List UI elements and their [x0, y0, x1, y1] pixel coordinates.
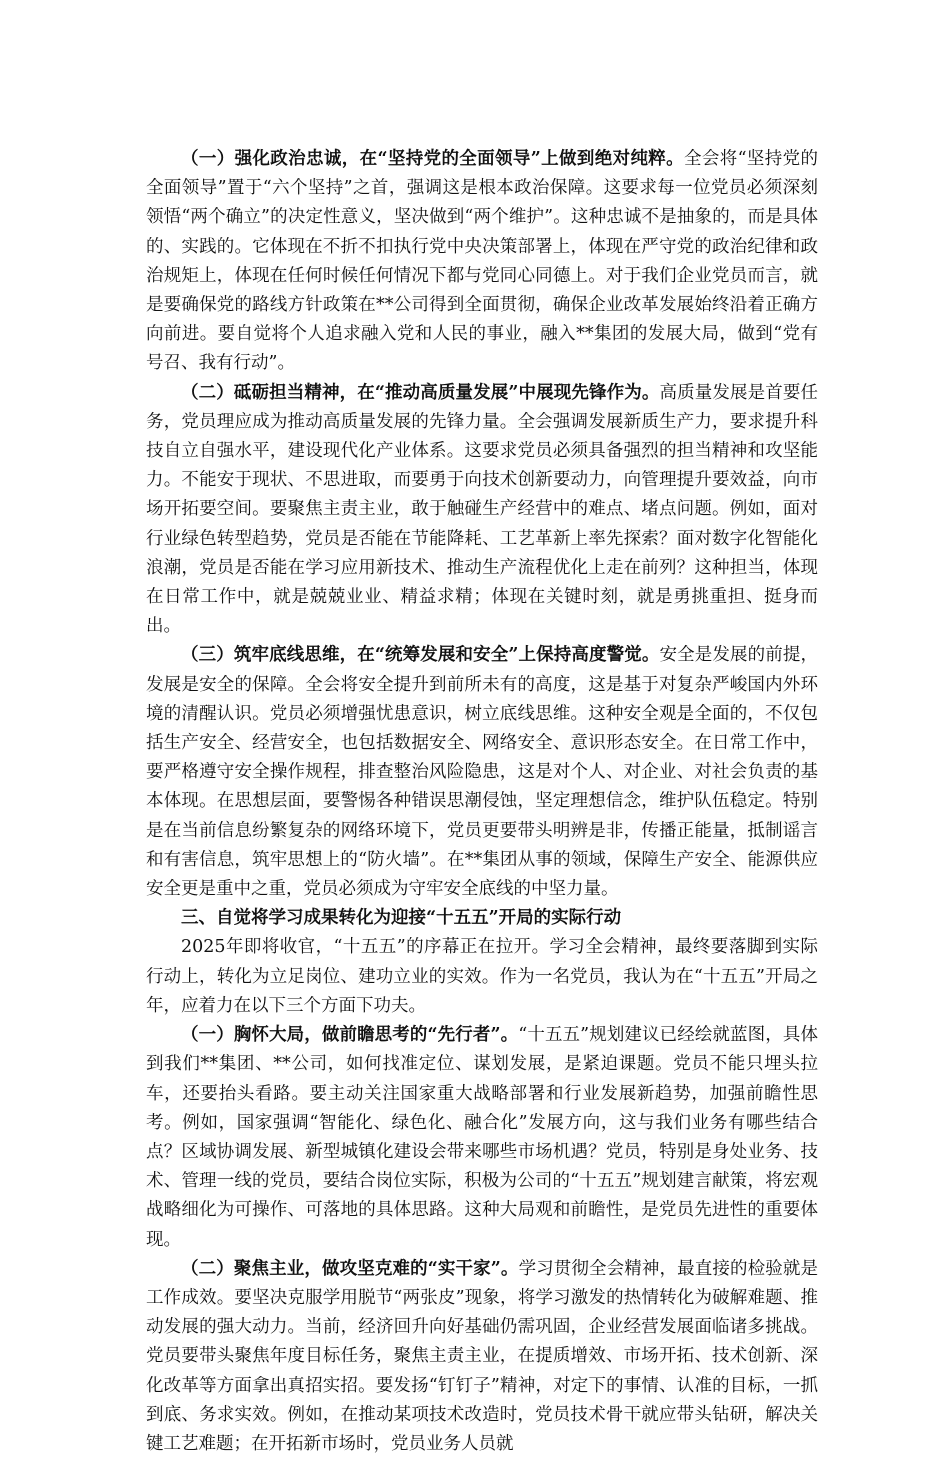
- paragraph-6: [146, 1255, 818, 1459]
- paragraph-2-lead: （二）砥砺担当精神，在“推动高质量发展”中展现先锋作为。: [181, 382, 660, 403]
- paragraph-6-lead: （二）聚焦主业，做攻坚克难的“实干家”。: [181, 1258, 519, 1279]
- section-heading-3: 三、自觉将学习成果转化为迎接“十五五”开局的实际行动: [181, 908, 622, 929]
- paragraph-2-body: 高质量发展是首要任务，党员理应成为推动高质量发展的先锋力量。全会强调发展新质生产力，要求提升科技自立自强水平，建设现代化产业体系。这要求党员必须具备强烈的担当精神和攻坚能力。不能安于现状、不思进取，而要勇于向技术创新要动力，向管理提升要效益，向市场开拓要空间。要聚焦主责主业，敢于触碰生产经营中的难点、堵点问题。例如，面对行业绿色转型趋势，党员是否能在节能降耗、工艺革新上率先探索？面对数字化智能化浪潮，党员是否能在学习应用新技术、推动生产流程优化上走在前列？这种担当，体现在日常工作中，就是兢兢业业、精益求精；体现在关键时刻，就是勇挑重担、挺身而出。: [146, 382, 818, 637]
- paragraph-3: [146, 641, 818, 904]
- paragraph-3-body: 安全是发展的前提，发展是安全的保障。全会将安全提升到前所未有的高度，这是基于对复杂严峻国内外环境的清醒认识。党员必须增强忧患意识，树立底线思维。这种安全观是全面的，不仅包括生产安全、经营安全，也包括数据安全、网络安全、意识形态安全。在日常工作中，要严格遵守安全操作规程，排查整治风险隐患，这是对个人、对企业、对社会负责的基本体现。在思想层面，要警惕各种错误思潮侵蚀，坚定理想信念，维护队伍稳定。特别是在当前信息纷繁复杂的网络环境下，党员更要带头明辨是非，传播正能量，抵制谣言和有害信息，筑牢思想上的“防火墙”。在**集团从事的领域，保障生产安全、能源供应安全更是重中之重，党员必须成为守牢安全底线的中坚力量。: [146, 645, 818, 900]
- paragraph-4: [146, 933, 818, 1021]
- paragraph-1: [146, 145, 818, 379]
- paragraph-5: [146, 1021, 818, 1255]
- paragraph-3-lead: （三）筑牢底线思维，在“统筹发展和安全”上保持高度警觉。: [181, 645, 660, 666]
- paragraph-2: [146, 379, 818, 642]
- paragraph-1-body: 全会将“坚持党的全面领导”置于“六个坚持”之首，强调这是根本政治保障。这要求每一位党员必须深刻领悟“两个确立”的决定性意义，坚决做到“两个维护”。这种忠诚不是抽象的，而是具体的、实践的。它体现在不折不扣执行党中央决策部署上，体现在严守党的政治纪律和政治规矩上，体现在任何时候任何情况下都与党同心同德上。对于我们企业党员而言，就是要确保党的路线方针政策在**公司得到全面贯彻，确保企业改革发展始终沿着正确方向前进。要自觉将个人追求融入党和人民的事业，融入**集团的发展大局，做到“党有号召、我有行动”。: [146, 149, 818, 374]
- paragraph-1-lead: （一）强化政治忠诚，在“坚持党的全面领导”上做到绝对纯粹。: [181, 149, 685, 169]
- paragraph-5-body: “十五五”规划建议已经绘就蓝图，具体到我们**集团、**公司，如何找准定位、谋划发展，是紧迫课题。党员不能只埋头拉车，还要抬头看路。要主动关注国家重大战略部署和行业发展新趋势，加强前瞻性思考。例如，国家强调“智能化、绿色化、融合化”发展方向，这与我们业务有哪些结合点？区域协调发展、新型城镇化建设会带来哪些市场机遇？党员，特别是身处业务、技术、管理一线的党员，要结合岗位实际，积极为公司的“十五五”规划建言献策，将宏观战略细化为可操作、可落地的具体思路。这种大局观和前瞻性，是党员先进性的重要体现。: [146, 1025, 818, 1250]
- document-page: [146, 145, 818, 1459]
- paragraph-4-body: 2025年即将收官，“十五五”的序幕正在拉开。学习全会精神，最终要落脚到实际行动上，转化为立足岗位、建功立业的实效。作为一名党员，我认为在“十五五”开局之年，应着力在以下三个方面下功夫。: [146, 937, 818, 1016]
- paragraph-5-lead: （一）胸怀大局，做前瞻思考的“先行者”。: [181, 1025, 519, 1046]
- paragraph-6-body: 学习贯彻全会精神，最直接的检验就是工作成效。要坚决克服学用脱节“两张皮”现象，将学习激发的热情转化为破解难题、推动发展的强大动力。当前，经济回升向好基础仍需巩固，企业经营发展面临诸多挑战。党员要带头聚焦年度目标任务，聚焦主责主业，在提质增效、市场开拓、技术创新、深化改革等方面拿出真招实招。要发扬“钉钉子”精神，对定下的事情、认准的目标，一抓到底、务求实效。例如，在推动某项技术改造时，党员技术骨干就应带头钻研，解决关键工艺难题；在开拓新市场时，党员业务人员就: [146, 1258, 818, 1454]
